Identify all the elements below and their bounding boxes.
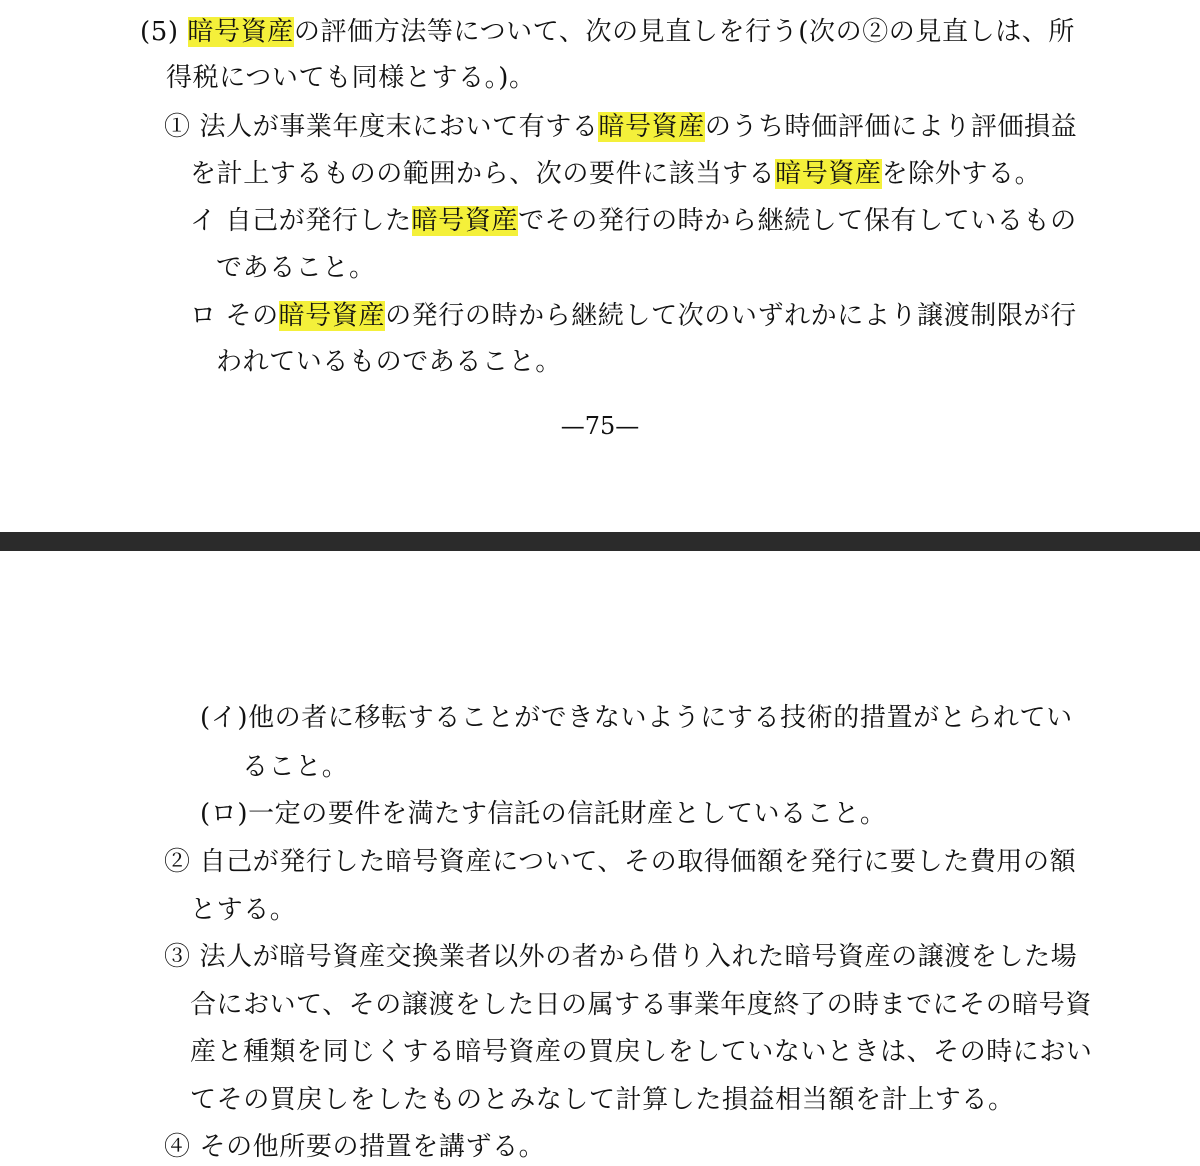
text-line xyxy=(164,844,1076,880)
text-segment: (ロ)一定の要件を満たす信託の信託財産としていること。 xyxy=(200,799,887,829)
text-line xyxy=(140,14,1075,50)
text-segment: (5) xyxy=(140,17,188,47)
text-segment: 合において、その譲渡をした日の属する事業年度終了の時までにその暗号資 xyxy=(190,990,1092,1020)
text-segment: ② 自己が発行した暗号資産について、その取得価額を発行に要した費用の額 xyxy=(164,847,1077,877)
text-line xyxy=(216,344,562,380)
text-line xyxy=(190,156,1041,192)
text-line xyxy=(164,1129,545,1165)
page-separator xyxy=(0,532,1200,551)
text-segment: とする。 xyxy=(190,895,297,925)
text-segment: を除外する。 xyxy=(881,159,1042,189)
text-line xyxy=(164,939,1077,975)
text-line xyxy=(190,1034,1092,1070)
text-segment: のうち時価評価により評価損益 xyxy=(704,112,1078,142)
text-segment: であること。 xyxy=(216,253,376,283)
text-segment: の発行の時から継続して次のいずれかにより譲渡制限が行 xyxy=(385,301,1077,331)
text-segment: ロ その xyxy=(190,301,279,331)
text-segment: ③ 法人が暗号資産交換業者以外の者から借り入れた暗号資産の譲渡をした場 xyxy=(164,942,1078,972)
text-segment: ること。 xyxy=(242,752,349,782)
text-segment: の評価方法等について、次の見直しを行う(次の②の見直しは、所 xyxy=(293,17,1076,47)
document-page-76 xyxy=(0,551,1200,1166)
text-segment: (イ)他の者に移転することができないようにする技術的措置がとられてい xyxy=(200,703,1073,733)
text-segment: を計上するものの範囲から、次の要件に該当する xyxy=(190,159,776,189)
text-segment: ① 法人が事業年度末において有する xyxy=(164,112,599,142)
text-line xyxy=(190,298,1077,334)
highlighted-term: 暗号資産 xyxy=(775,159,882,189)
highlighted-term: 暗号資産 xyxy=(411,206,519,236)
text-line xyxy=(190,1082,1015,1118)
text-line xyxy=(166,60,536,96)
highlighted-term: 暗号資産 xyxy=(278,301,386,331)
text-line xyxy=(190,203,1077,239)
text-line xyxy=(190,987,1092,1023)
text-segment: イ 自己が発行した xyxy=(190,206,412,236)
text-segment: でその発行の時から継続して保有しているもの xyxy=(518,206,1077,236)
text-segment: てその買戻しをしたものとみなして計算した損益相当額を計上する。 xyxy=(190,1085,1015,1115)
text-line xyxy=(242,749,348,785)
text-segment: ④ その他所要の措置を講ずる。 xyxy=(164,1132,546,1162)
text-line xyxy=(164,109,1077,145)
highlighted-term: 暗号資産 xyxy=(598,112,705,142)
text-line xyxy=(216,250,376,286)
text-segment: 産と種類を同じくする暗号資産の買戻しをしていないときは、その時におい xyxy=(190,1037,1093,1067)
page-number: —75— xyxy=(560,412,640,440)
text-segment: われているものであること。 xyxy=(216,347,562,377)
text-line xyxy=(190,892,296,928)
text-line xyxy=(200,700,1073,736)
text-segment: 得税についても同様とする。)。 xyxy=(166,63,536,93)
document-page-75 xyxy=(0,0,1200,532)
text-line xyxy=(200,796,887,832)
highlighted-term: 暗号資産 xyxy=(187,17,294,47)
